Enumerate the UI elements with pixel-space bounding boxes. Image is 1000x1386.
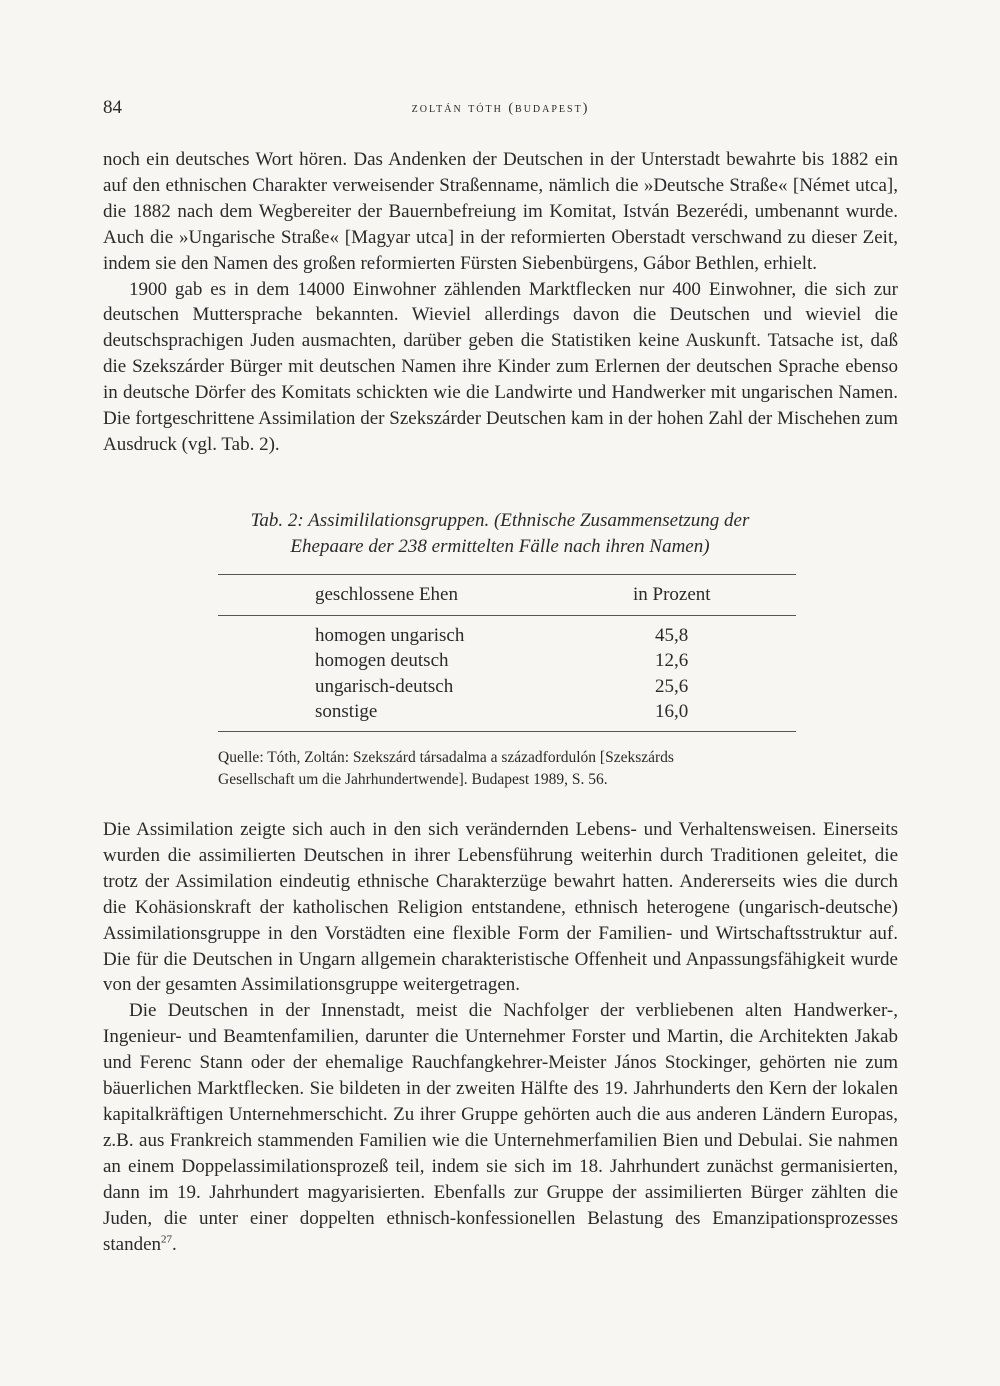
- column-header: geschlossene Ehen: [315, 584, 458, 605]
- running-head: zoltán tóth (budapest): [411, 101, 590, 116]
- table-header-row: [218, 575, 796, 615]
- table-cell-label: sonstige: [315, 701, 378, 723]
- paragraph-text: Die Deutschen in der Innenstadt, meist die Nachfolger der verbliebenen alten Handwerker-, Ingenieur- und Beamtenfamilien, darunter die Unternehmer Forster und Martin, die Architekten Jakab und Ferenc Stann oder der ehemalige Rauchfangkehrer-Meister János Stockinger, gehörten nie zum bäuerlichen Marktflecken. Sie bildeten in der zweiten Hälfte des 19. Jahrhunderts den Kern der lokalen kapitalkräftigen Unternehmerschicht. Zu ihrer Gruppe gehörten auch die aus anderen Ländern Europas, z.B. aus Frankreich stammenden Familien wie die Unternehmerfamilien Bien und Debulai. Sie nahmen an einem Doppelassimilationsprozeß teil, indem sie sich im 18. Jahrhundert zunächst germanisierten, dann im 19. Jahrhundert magyarisierten. Ebenfalls zur Gruppe der assimilierten Bürger zählten die Juden, die unter einer doppelten ethnisch-konfessionellen Belastung des Emanzipationsprozesses standen: [103, 1000, 898, 1255]
- table-caption: [200, 508, 800, 560]
- table-cell-value: 45,8: [655, 624, 689, 646]
- caption-line: Ehepaare der 238 ermittelten Fälle nach ihren Namen): [290, 536, 710, 557]
- body-text-bottom: [103, 817, 898, 1257]
- table-source-note: [218, 747, 818, 791]
- source-line: Gesellschaft um die Jahrhundertwende]. Budapest 1989, S. 56.: [218, 771, 608, 788]
- caption-line: Tab. 2: Assimililationsgruppen. (Ethnische Zusammensetzung der: [250, 510, 750, 531]
- table-cell-label: homogen deutsch: [315, 650, 449, 672]
- data-table: [218, 574, 796, 732]
- source-line: Quelle: Tóth, Zoltán: Szekszárd társadalma a századfordulón [Szekszárds: [218, 749, 674, 766]
- column-header: in Prozent: [633, 584, 711, 605]
- paragraph: noch ein deutsches Wort hören. Das Andenken der Deutschen in der Unterstadt bewahrte bis 1882 ein auf den ethnischen Charakter verweisender Straßenname, nämlich die »Deutsche Straße« [Német utca], die 1882 nach dem Wegbereiter der Bauernbefreiung im Komitat, István Bezerédi, umbenannt wurde. Auch die »Ungarische Straße« [Magyar utca] in der reformierten Oberstadt verschwand zu dieser Zeit, indem sie den Namen des großen reformierten Fürsten Siebenbürgens, Gábor Bethlen, erhielt.: [103, 149, 898, 274]
- table-bottom-rule: [218, 731, 796, 732]
- table-body: [218, 616, 796, 731]
- page-header: [103, 97, 898, 125]
- footnote-marker[interactable]: 27: [161, 1233, 173, 1246]
- body-text-top: [103, 147, 898, 458]
- paragraph: 1900 gab es in dem 14000 Einwohner zählenden Marktflecken nur 400 Einwohner, die sich zur deutschen Muttersprache bekannten. Wieviel allerdings davon die Deutschen und wieviel die deutschsprachigen Juden ausmachten, darüber geben die Statistiken keine Auskunft. Tatsache ist, daß die Szekszárder Bürger mit deutschen Namen ihre Kinder zum Erlernen der deutschen Sprache ebenso in deutsche Dörfer des Komitats schickten wie die Landwirte und Handwerker mit ungarischen Namen. Die fortgeschrittene Assimilation der Szekszárder Deutschen kam in der hohen Zahl der Mischehen zum Ausdruck (vgl. Tab. 2).: [103, 278, 898, 455]
- table-row: [218, 674, 796, 700]
- paragraph: Die Assimilation zeigte sich auch in den sich verändernden Lebens- und Verhaltensweisen. Einerseits wurden die assimilierten Deutschen in ihrer Lebensführung weiterhin durch Traditionen geleitet, die trotz der Assimilation eindeutig ethnische Charakterzüge bewahrt hatten. Andererseits wies die durch die Kohäsionskraft der katholischen Religion entstandene, ethnisch heterogene (ungarisch-deutsche) Assimilationsgruppe in den Vorstädten eine flexible Form der Familien- und Wirtschaftsstruktur auf. Die für die Deutschen in Ungarn allgemein charakteristische Offenheit und Anpassungsfähigkeit wurde von der gesamten Assimilationsgruppe weitergetragen.: [103, 819, 898, 996]
- table-row: [218, 623, 796, 649]
- table-cell-value: 25,6: [655, 675, 689, 697]
- table-row: [218, 700, 796, 726]
- table-row: [218, 649, 796, 675]
- paragraph: [103, 998, 898, 1257]
- page-number: 84: [103, 97, 122, 118]
- table-cell-label: homogen ungarisch: [315, 624, 465, 646]
- table-cell-value: 16,0: [655, 701, 689, 723]
- table-cell-value: 12,6: [655, 650, 689, 672]
- table-cell-label: ungarisch-deutsch: [315, 675, 454, 697]
- paragraph-end: .: [172, 1233, 177, 1255]
